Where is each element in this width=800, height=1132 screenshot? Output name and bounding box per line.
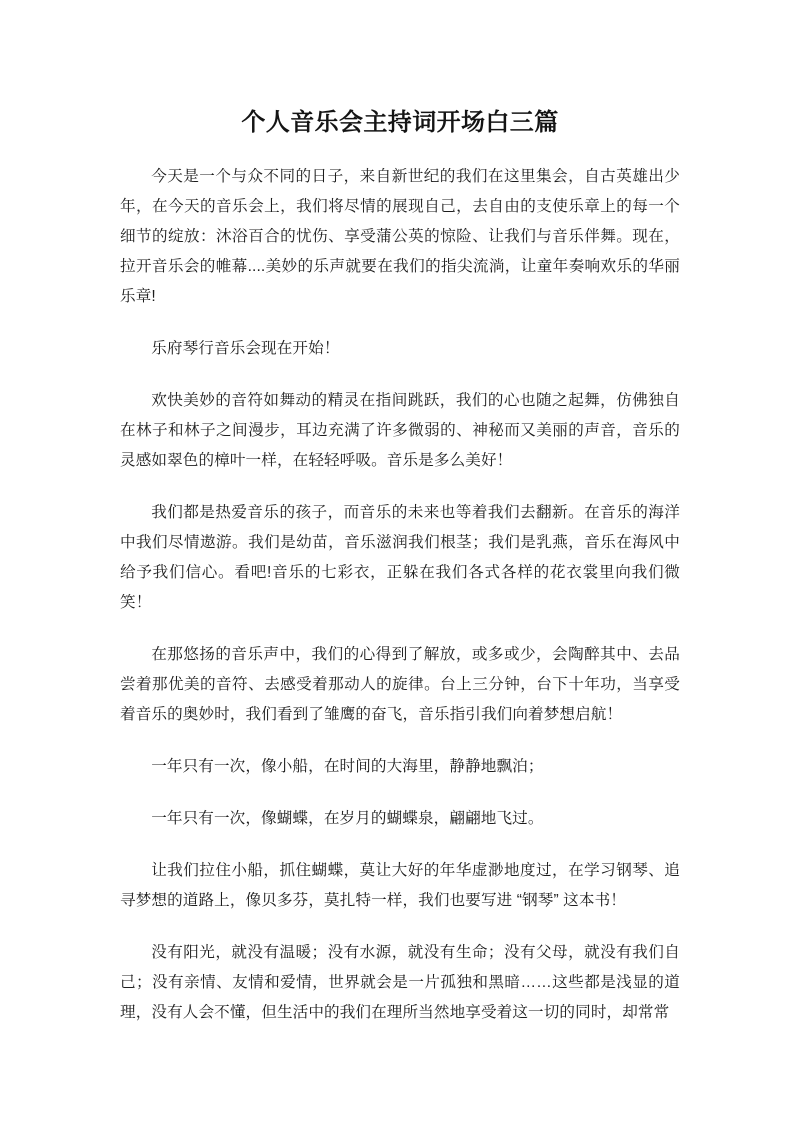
paragraph: 乐府琴行音乐会现在开始！	[151, 340, 340, 357]
paragraph: 没有阳光，就没有温暖；没有水源，就没有生命；没有父母，就没有我们自己；没有亲情、友情和爱情，世界就会是一片孤独和黑暗……这些都是浅显的道理，没有人会不懂，但生活中的我们在理所当然地享受着这一切的同时，却常常	[120, 944, 680, 1021]
paragraph: 欢快美妙的音符如舞动的精灵在指间跳跃，我们的心也随之起舞，仿佛独自在林子和林子之间漫步，耳边充满了许多微弱的、神秘而又美丽的声音，音乐的灵感如翠色的樟叶一样，在轻轻呼吸。音乐是多么美好！	[120, 392, 680, 469]
paragraph: 一年只有一次，像小船，在时间的大海里，静静地飘泊；	[151, 758, 544, 775]
page-title: 个人音乐会主持词开场白三篇	[241, 109, 559, 136]
paragraph-list	[120, 162, 680, 1028]
document-text-column	[120, 0, 680, 1028]
paragraph: 在那悠扬的音乐声中，我们的心得到了解放，或多或少，会陶醉其中、去品尝着那优美的音符、去感受着那动人的旋律。台上三分钟，台下十年功，当享受着音乐的奥妙时，我们看到了雏鹰的奋飞，音乐指引我们向着梦想启航！	[120, 646, 680, 723]
paragraph: 一年只有一次，像蝴蝶，在岁月的蝴蝶泉，翩翩地飞过。	[151, 810, 544, 827]
paragraph: 我们都是热爱音乐的孩子，而音乐的未来也等着我们去翻新。在音乐的海洋中我们尽情遨游。我们是幼苗，音乐滋润我们根茎；我们是乳燕，音乐在海风中给予我们信心。看吧!音乐的七彩衣，正躲在我们各式各样的花衣裳里向我们微笑！	[120, 504, 680, 611]
paragraph: 让我们拉住小船，抓住蝴蝶，莫让大好的年华虚渺地度过，在学习钢琴、追寻梦想的道路上，像贝多芬，莫扎特一样，我们也要写进 “钢琴” 这本书！	[120, 862, 680, 909]
paragraph: 今天是一个与众不同的日子，来自新世纪的我们在这里集会，自古英雄出少年，在今天的音乐会上，我们将尽情的展现自己，去自由的支使乐章上的每一个细节的绽放：沐浴百合的忧伤、享受蒲公英的惊险、让我们与音乐伴舞。现在，拉开音乐会的帷幕....美妙的乐声就要在我们的指尖流淌，让童年奏响欢乐的华丽乐章!	[120, 168, 680, 305]
